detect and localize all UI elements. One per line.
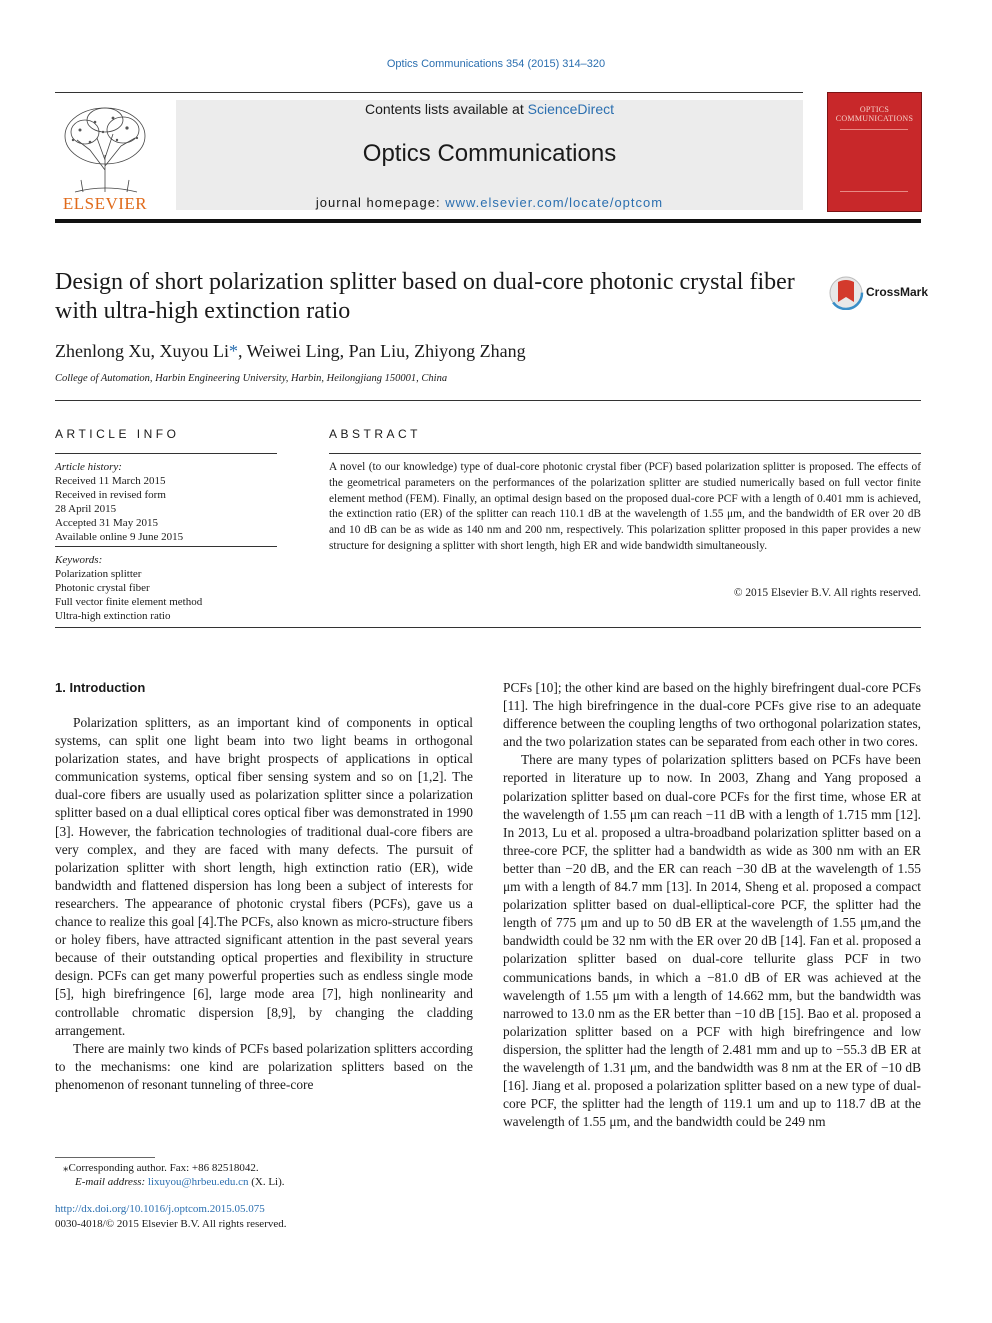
homepage-link[interactable]: www.elsevier.com/locate/optcom [445, 195, 664, 210]
keyword-item: Polarization splitter [55, 568, 142, 580]
history-line: Received 11 March 2015 [55, 475, 166, 487]
keywords-label: Keywords: [55, 554, 103, 566]
corresponding-author-marker[interactable]: * [228, 341, 238, 361]
homepage-prefix: journal homepage: [315, 195, 446, 210]
history-line: Received in revised form [55, 489, 166, 501]
abstract-copyright: © 2015 Elsevier B.V. All rights reserved. [733, 587, 921, 599]
intro-paragraph: There are many types of polarization splitters based on PCFs have been reported in literature up to now. In 2003, Zhang and Yang proposed a polarization splitter based on dual-core PCFs for the first time, whose ER at the wavelength of 1.55 μm can reach −11 dB with a length of 1.715 mm [12]. In 2013, Lu et al. proposed a ultra-broadband polarization splitter based on a three-core PCF, the splitter had a bandwidth as wide as 300 nm with an ER better than −20 dB, and the ER can reach −30 dB at the wavelength of 1.55 μm with a length of 84.7 mm [13]. In 2014, Sheng et al. proposed a compact polarization splitter based on dual-elliptical-core PCF, the splitter had the length of 775 μm and up to 50 dB ER at the wavelength of 1.55 μm,and the bandwidth could be 32 nm with the ER over 20 dB [14]. Fan et al. proposed a polarization splitter based on dual-core tellurite glass PCF in two communications bands, in which a −81.0 dB of ER was achieved at the wavelength of 1.55 μm with a length of 14.662 mm, but the bandwidth was narrowed to 13.0 nm as the ER better than −10 dB [15]. Bao et al. proposed a polarization splitter based on a PCF with high birefringence and low dispersion, the splitter had the length of 2.481 mm and up to −55.3 dB ER at the wavelength of 1.31 μm, and the bandwidth was 8 nm at the ER of −10 dB [16]. Jiang et al. proposed a polarization splitter based on a new type of dual-core PCF, the splitter had the length of 119.1 um and up to 118.7 dB at the wavelength of 1.55 μm, and the bandwidth could be 249 nm [503, 752, 921, 1130]
journal-name: Optics Communications [362, 140, 617, 167]
email-footnote [75, 1175, 285, 1189]
journal-homepage [176, 195, 803, 210]
journal-reference[interactable]: Optics Communications 354 (2015) 314–320 [386, 58, 606, 70]
affiliation: College of Automation, Harbin Engineering University, Harbin, Heilongjiang 150001, China [55, 373, 448, 384]
cover-rule [840, 129, 908, 130]
info-rule [55, 453, 277, 454]
body-right-column [503, 679, 921, 1131]
author-list [55, 341, 526, 362]
history-line: 28 April 2015 [55, 503, 117, 515]
journal-cover-thumbnail[interactable] [827, 92, 922, 212]
abstract-text: A novel (to our knowledge) type of dual-core photonic crystal fiber (PCF) based polarization splitter is proposed. The effects of the geometrical parameters on the performances of the polarization splitter are studied numerically based on full vector finite element method (FEM). Finally, an optimal design based on the proposed dual-core PCF with a length of 0.401 mm is achieved, the extinction ratio (ER) of the splitter can reach 110.1 dB at the wavelength of 1.55 μm, and the bandwidth of ER over 20 dB and 10 dB can be as wide as 140 nm and 200 nm, respectively. This polarization splitter proposed in this paper provides a new structure for designing a splitter with short length, high ER and wide bandwidth simultaneously. [329, 461, 921, 552]
history-label: Article history: [55, 461, 122, 473]
keywords-block [55, 553, 277, 623]
keyword-item: Ultra-high extinction ratio [55, 610, 171, 622]
contents-prefix: Contents lists available at [364, 101, 528, 117]
email-link[interactable]: lixuyou@hrbeu.edu.cn [147, 1176, 249, 1188]
article-history [55, 460, 277, 544]
authors-first: Zhenlong Xu, Xuyou Li [55, 341, 229, 361]
keyword-item: Photonic crystal fiber [55, 582, 150, 594]
intro-paragraph: PCFs [10]; the other kind are based on the highly birefringent dual-core PCFs [11]. The high birefringence in the dual-core PCFs give rise to an adequate difference between the coupling lengths of two orthogonal polarization states, and the two polarization states can be separated from each other in two cores. [503, 680, 921, 750]
article-info-heading: ARTICLE INFO [55, 427, 180, 441]
info-top-rule [55, 400, 921, 401]
intro-paragraph: There are mainly two kinds of PCFs based polarization splitters according to the mechanisms: one kind are polarization splitters based on the phenomenon of resonant tunneling of three-core [55, 1040, 473, 1092]
body-left-column [55, 714, 473, 1094]
corresponding-footnote: ⁎Corresponding author. Fax: +86 82518042. [63, 1162, 259, 1174]
elsevier-wordmark[interactable]: ELSEVIER [62, 194, 148, 213]
crossmark-label[interactable]: CrossMark [866, 285, 929, 299]
authors-rest: , Weiwei Ling, Pan Liu, Zhiyong Zhang [237, 341, 526, 361]
contents-line [176, 101, 803, 117]
cover-rule-bottom [840, 191, 908, 192]
abstract-rule [329, 453, 921, 454]
header-thick-rule [55, 219, 921, 223]
abstract-bottom-rule [55, 627, 921, 628]
intro-paragraph: Polarization splitters, as an important kind of components in optical systems, can split one light beam into two light beams in orthogonal polarization states, and have bright prospects of applications in optical communication systems, optical fiber sensing system and so on [1,2]. The dual-core fibers are usually used as polarization splitter since a polarization splitter based on a dual elliptical cores optical fiber was demonstrated in 1990 [3]. However, the fabrication technologies of traditional dual-core fibers are very complex, and they are faced with many defects. The pursuit of polarization splitter with short length, high extinction ratio (ER), wide bandwidth and flattened dispersion has long been a subject of interests for researchers. The appearance of photonic crystal fibers (PCFs), gave us a chance to realize this goal [4].The PCFs, also known as micro-structure fibers or holey fibers, have attracted significant attention in the past several years because of their outstanding optical properties and flexibility in structure design. PCFs can get many powerful properties such as endless single mode [5], high birefringence [6], large mode area [7], high nonlinearity and controllable chromatic dispersion [8,9], by changing the cladding arrangement. [55, 715, 473, 1038]
sciencedirect-link[interactable]: ScienceDirect [527, 101, 614, 117]
header-top-rule [55, 92, 803, 93]
history-line: Available online 9 June 2015 [55, 531, 184, 543]
email-suffix: (X. Li). [248, 1176, 285, 1188]
keyword-item: Full vector finite element method [55, 596, 203, 608]
article-title: Design of short polarization splitter based on dual-core photonic crystal fiber with ultra-high extinction ratio [55, 269, 795, 324]
section-title-introduction: 1. Introduction [55, 680, 146, 695]
issn-line: 0030-4018/© 2015 Elsevier B.V. All rights reserved. [55, 1218, 287, 1230]
cover-title: OPTICS COMMUNICATIONS [835, 105, 914, 123]
history-rule [55, 546, 277, 547]
email-label: E-mail address: [75, 1176, 148, 1188]
footnote-rule [55, 1157, 155, 1158]
abstract-heading: ABSTRACT [329, 427, 422, 441]
doi-link[interactable]: http://dx.doi.org/10.1016/j.optcom.2015.05.075 [55, 1203, 265, 1215]
history-line: Accepted 31 May 2015 [55, 517, 158, 529]
